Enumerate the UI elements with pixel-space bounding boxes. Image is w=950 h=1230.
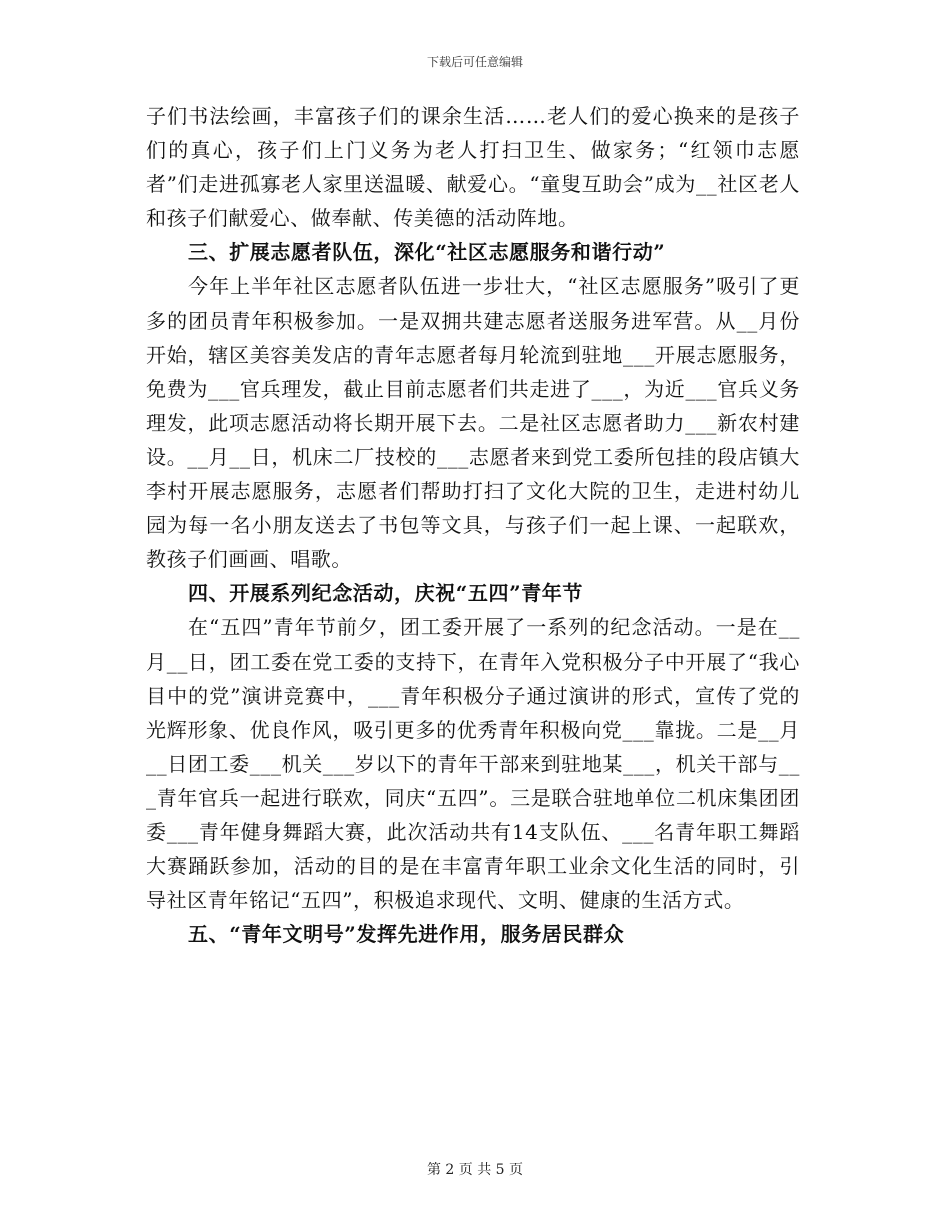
section-3-body: 今年上半年社区志愿者队伍进一步壮大，“社区志愿服务”吸引了更多的团员青年积极参加。一是双拥共建志愿者送服务进军营。从__月份开始，辖区美容美发店的青年志愿者每月轮流到驻地___开展志愿服务，免费为___官兵理发，截止目前志愿者们共走进了___，为近___官兵义务理发，此项志愿活动将长期开展下去。二是社区志愿者助力___新农村建设。__月__日，机床二厂技校的___志愿者来到党工委所包挂的段店镇大李村开展志愿服务，志愿者们帮助打扫了文化大院的卫生，走进村幼儿园为每一名小朋友送去了书包等文具，与孩子们一起上课、一起联欢，教孩子们画画、唱歌。: [146, 274, 800, 572]
document-body: [146, 99, 800, 951]
section-5-heading: 五、“青年文明号”发挥先进作用，服务居民群众: [188, 922, 625, 947]
page-header: 下载后可任意编辑: [426, 55, 523, 69]
section-4-heading: 四、开展系列纪念活动，庆祝“五四”青年节: [188, 581, 584, 606]
section-3-heading: 三、扩展志愿者队伍，深化“社区志愿服务和谐行动”: [188, 240, 666, 265]
section-4-body: 在“五四”青年节前夕，团工委开展了一系列的纪念活动。一是在__月__日，团工委在党工委的支持下，在青年入党积极分子中开展了“我心目中的党”演讲竞赛中，___青年积极分子通过演讲的形式，宣传了党的光辉形象、优良作风，吸引更多的优秀青年积极向党___靠拢。二是__月__日团工委___机关___岁以下的青年干部来到驻地某___，机关干部与___青年官兵一起进行联欢，同庆“五四”。三是联合驻地单位二机床集团团委___青年健身舞蹈大赛，此次活动共有14支队伍、___名青年职工舞蹈大赛踊跃参加，活动的目的是在丰富青年职工业余文化生活的同时，引导社区青年铭记“五四”，积极追求现代、文明、健康的生活方式。: [146, 615, 800, 913]
page-number-footer: 第 2 页 共 5 页: [426, 1162, 524, 1178]
paragraph-continued: 子们书法绘画，丰富孩子们的课余生活……老人们的爱心换来的是孩子们的真心，孩子们上门义务为老人打扫卫生、做家务；“红领巾志愿者”们走进孤寡老人家里送温暖、献爱心。“童叟互助会”成为__社区老人和孩子们献爱心、做奉献、传美德的活动阵地。: [146, 104, 800, 231]
